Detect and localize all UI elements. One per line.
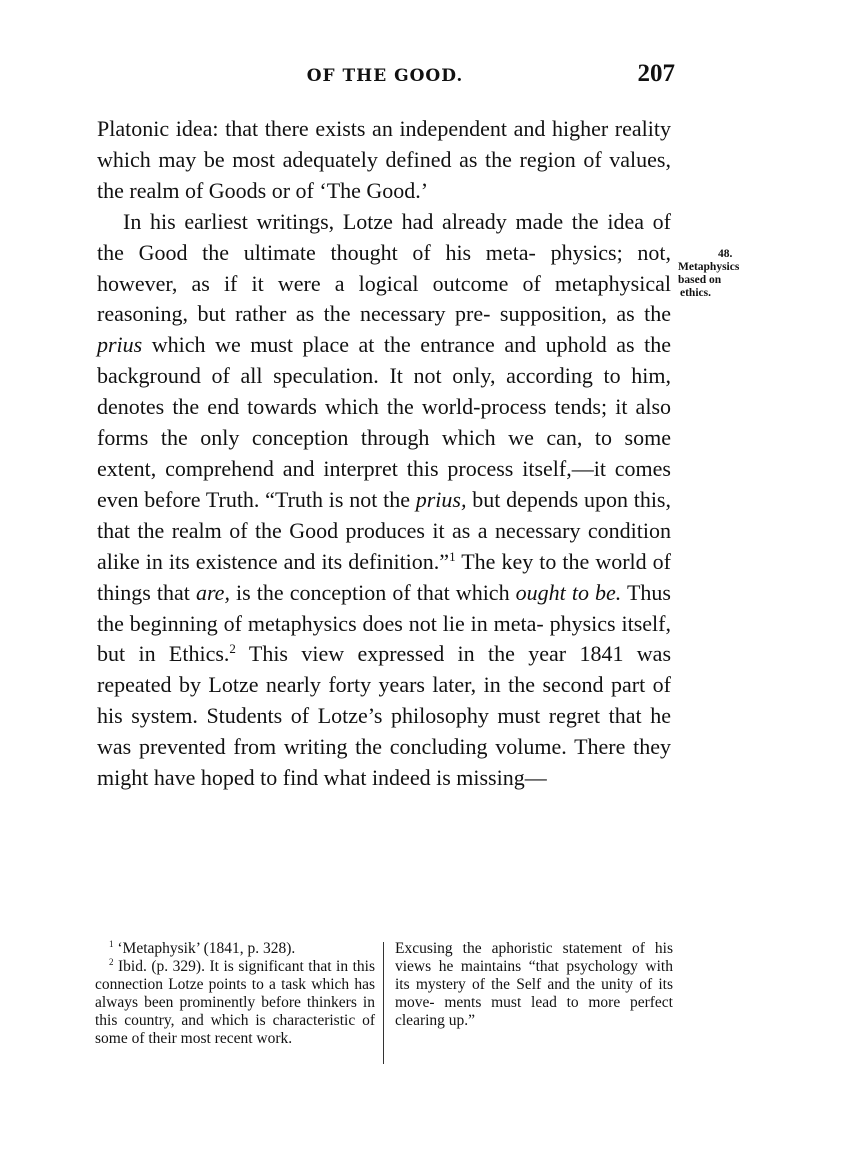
footnote-ref-2[interactable]: 2 (229, 641, 236, 657)
running-head: OF THE GOOD. (306, 66, 464, 86)
italic-prius: prius (97, 332, 143, 358)
footnote-1 (95, 940, 375, 958)
footnote-ref-1[interactable]: 1 (449, 548, 456, 564)
margin-note-line: based on (678, 274, 722, 286)
page-number: 207 (637, 60, 675, 87)
page-header (95, 60, 675, 94)
text-run: is the conception of that which (229, 579, 516, 605)
paragraph-2 (97, 207, 671, 794)
italic-ought: ought to be. (515, 579, 622, 605)
footnotes-left-column (95, 940, 375, 1048)
text-run: This view expressed in the year 1841 was repeated by Lotze nearly forty years later, in the second part of his system. Students of Lotze’s philosophy must regret that he was prevented from writing the concluding volume. There they might have hoped to find what indeed is missing— (97, 641, 672, 791)
text-run: but depends upon this, that the realm of the Good produces it as a necessary condition alike in its existence and its definition.” (97, 486, 671, 574)
text-run: The key to the world of things that (97, 548, 672, 605)
text-run: which we must place at the entrance and uphold as the background of all speculation. It not only, according to him, denotes the end towards which the world-process tends; it also forms the only conception through which we can, to some extent, comprehend and interpret this process itself,—it comes even before Truth. “Truth is not the (97, 332, 671, 512)
footnote-text: ‘Metaphysik’ (1841, p. 328). (117, 940, 296, 957)
footnote-text: Ibid. (p. 329). It is significant that in this connection Lotze points to a task which has always been prominently before thinkers in this country, and which is characteristic of some of their most recent work. (95, 958, 375, 1047)
section-number: 48. (718, 248, 733, 260)
text-run: Thus the beginning of metaphysics does not lie in meta- physics itself, but in Ethics. (97, 579, 671, 667)
footnote-mark: 1 (109, 939, 114, 949)
margin-note (676, 248, 768, 300)
paragraph-1: Platonic idea: that there exists an independent and higher reality which may be most adequately defined as the region of values, the realm of Goods or of ‘The Good.’ (97, 116, 671, 203)
footnote-divider (383, 942, 384, 1064)
footnotes-right-column (395, 940, 673, 1030)
main-text (97, 114, 671, 794)
margin-note-line: Metaphysics (678, 261, 740, 273)
margin-note-line: ethics. (680, 287, 711, 299)
italic-are: are, (195, 579, 230, 605)
italic-prius: prius, (415, 486, 467, 512)
text-run: In his earliest writings, Lotze had already made the idea of the Good the ultimate thought of his meta- physics; not, however, as if it were a logical outcome of metaphysical reasoning, but rather as the necessary pre- supposition, as the (97, 208, 671, 327)
footnote-mark: 2 (109, 957, 114, 967)
footnote-continuation: Excusing the aphoristic statement of his views he maintains “that psychology with its mystery of the Self and the unity of its move- ments must lead to more perfect clearing up.” (395, 940, 673, 1029)
footnote-2 (95, 958, 375, 1048)
